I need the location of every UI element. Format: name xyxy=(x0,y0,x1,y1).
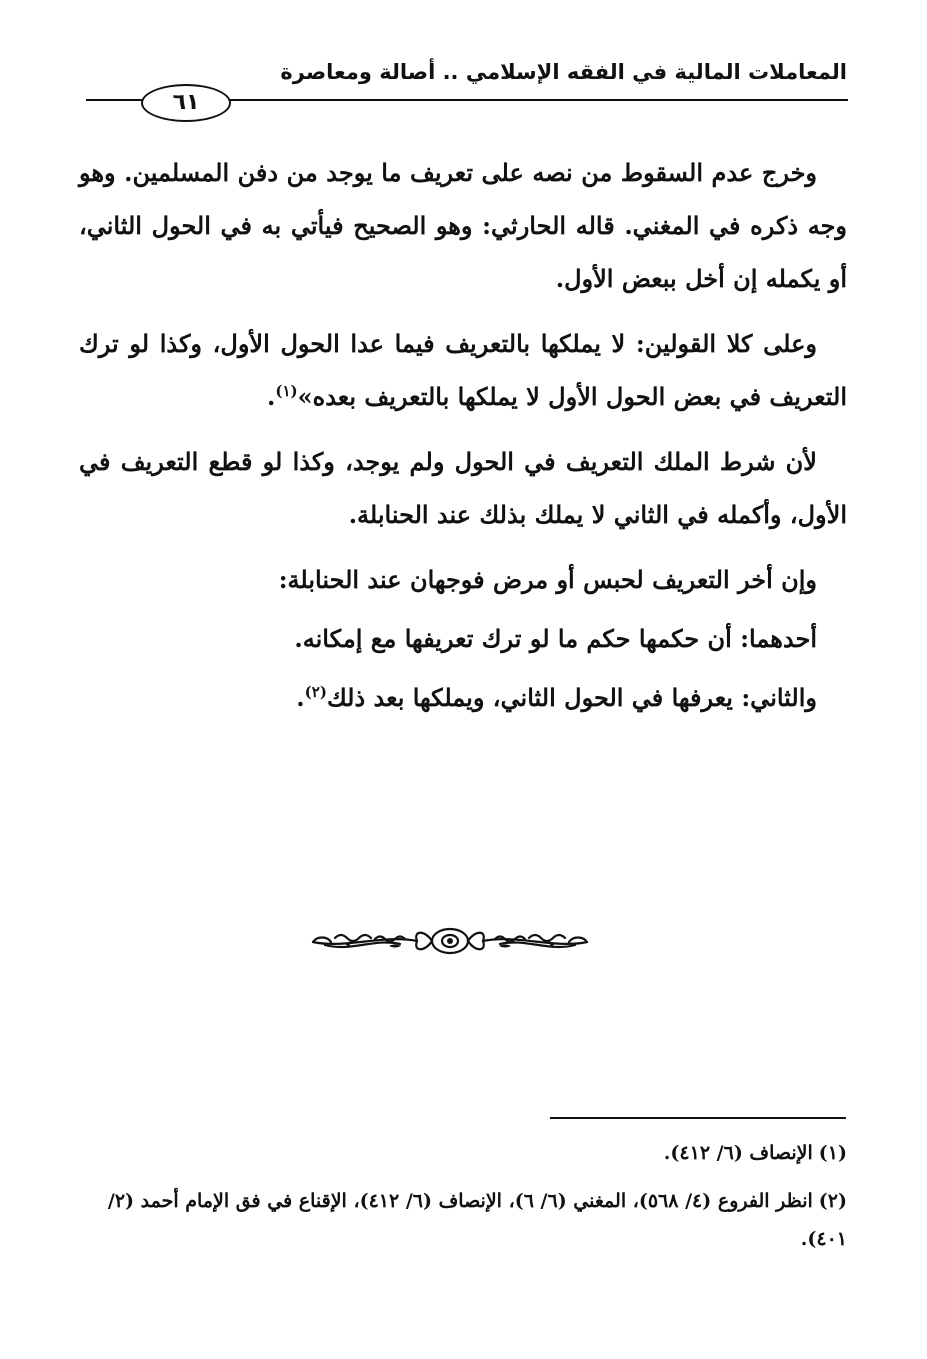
footnote-text: الإنصاف (٦/ ٤١٢). xyxy=(663,1142,813,1164)
footnote-ref-1[interactable]: (١) xyxy=(275,382,298,400)
paragraph xyxy=(79,435,847,541)
page-number: ٦١ xyxy=(141,84,231,122)
footnote-1 xyxy=(77,1134,847,1172)
paragraph xyxy=(79,612,847,665)
paragraph-text: أحدهما: أن حكمها حكم ما لو ترك تعريفها مع إمكانه. xyxy=(294,624,817,653)
footnote-number: (١) xyxy=(818,1142,847,1164)
running-title: المعاملات المالية في الفقه الإسلامي .. أصالة ومعاصرة xyxy=(280,60,847,84)
paragraph-text: وإن أخر التعريف لحبس أو مرض فوجهان عند الحنابلة: xyxy=(278,565,817,594)
main-text xyxy=(79,146,847,730)
period: . xyxy=(296,683,305,712)
paragraph-text: وعلى كلا القولين: لا يملكها بالتعريف فيما عدا الحول الأول، وكذا لو ترك التعريف في بعض الحول الأول لا يملكها بالتعريف بعده» xyxy=(79,329,847,411)
ornament-divider-icon xyxy=(305,916,595,966)
paragraph xyxy=(79,317,847,423)
footnote-ref-2[interactable]: (٢) xyxy=(304,683,327,701)
footnotes xyxy=(77,1134,847,1258)
footnote-number: (٢) xyxy=(818,1190,847,1212)
paragraph xyxy=(79,146,847,305)
paragraph xyxy=(79,553,847,606)
paragraph-text: وخرج عدم السقوط من نصه على تعريف ما يوجد من دفن المسلمين. وهو وجه ذكره في المغني. قاله الحارثي: وهو الصحيح فيأتي به في الحول الثاني، أو يكمله إن أخل ببعض الأول. xyxy=(79,158,847,293)
period: . xyxy=(266,382,276,411)
footnote-2 xyxy=(77,1182,847,1258)
paragraph xyxy=(79,671,847,724)
footnote-separator xyxy=(550,1117,846,1119)
paragraph-text: لأن شرط الملك التعريف في الحول ولم يوجد، وكذا لو قطع التعريف في الأول، وأكمله في الثاني لا يملك بذلك عند الحنابلة. xyxy=(79,447,847,529)
paragraph-text: والثاني: يعرفها في الحول الثاني، ويملكها بعد ذلك xyxy=(326,683,817,712)
footnote-text: انظر الفروع (٤/ ٥٦٨)، المغني (٦/ ٦)، الإنصاف (٦/ ٤١٢)، الإقناع في فق الإمام أحمد (٢/ ٤٠١). xyxy=(107,1190,847,1250)
